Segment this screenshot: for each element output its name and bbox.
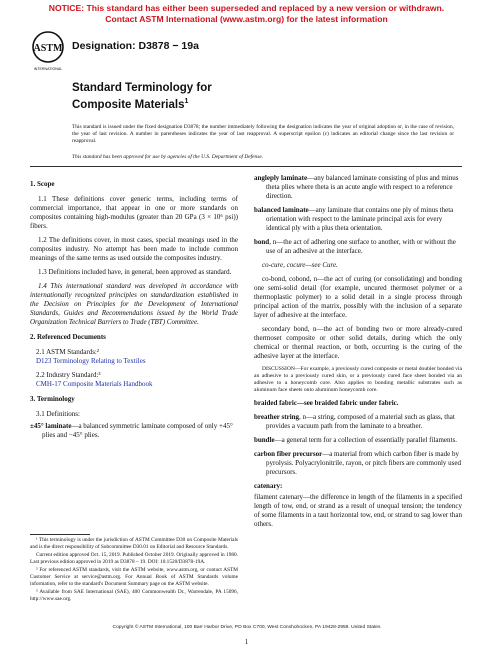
left-column (30, 174, 238, 445)
footnote-1a: ¹ This terminology is under the jurisdiction of ASTM Committee D30 on Composite Materials and is the direct responsibility of Subcommittee D30.01 on Editorial and Resource Standards. (30, 537, 238, 550)
paragraph-2-2: 2.2 Industry Standard:³ (36, 371, 101, 379)
right-column (254, 174, 462, 534)
header-divider (30, 166, 462, 167)
cmh17-link[interactable]: CMH-17 Composite Materials Handbook (36, 380, 153, 388)
paragraph-1-4: 1.4 This international standard was developed in accordance with internationally recognized principles on standardization established in the Decision on Principles for the Development of International Standards, Guides and Recommendations issued by the World Trade Organization Technical Barriers to Trade (TBT) Committee. (30, 282, 238, 326)
paragraph-1-2: 1.2 The definitions cover, in most cases, special meanings used in the composites industry. No attempt has been made to include common meanings of the same terms as used outside the composites industry. (30, 236, 238, 262)
footnote-3: ³ Available from SAE International (SAE), 400 Commonwealth Dr., Warrendale, PA 15096, http://www.sae.org. (30, 589, 238, 602)
page-number: 1 (244, 638, 249, 646)
discussion-note: DISCUSSION—For example, a previously cured composite or metal doubler bonded via an adhesive to a previously cured skin, or a previously cured face sheet bonded via an adhesive to a honeycomb core. Also applies to bonding metallic substrates such as aluminum face sheets onto aluminum honeycomb core. (254, 366, 462, 394)
scope-heading: 1. Scope (30, 180, 55, 188)
term-balanced-laminate: balanced laminate—any laminate that contains one ply of minus theta orientation with respect to the laminate principal axis for every identical ply with a plus theta orientation. (254, 206, 454, 232)
d123-link[interactable]: D123 Terminology Relating to Textiles (36, 357, 146, 365)
title-line-2: Composite Materials$^1$ (72, 98, 189, 111)
term-angleply-laminate: angleply laminate—any balanced laminate consisting of plus and minus theta plies where theta is an acute angle with respect to a reference direction. (254, 174, 459, 200)
svg-text:ASTM: ASTM (33, 43, 63, 54)
footnote-2: ² For referenced ASTM standards, visit the ASTM website, www.astm.org, or contact ASTM Customer Service at service@astm.org. For Annual Book of ASTM Standards volume information, refer to the standard's Document Summary page on the ASTM website. (30, 567, 238, 587)
withdrawal-notice (0, 3, 493, 24)
refs-heading: 2. Referenced Documents (30, 333, 106, 341)
footnote-divider (30, 534, 90, 535)
issuance-statement: This standard is issued under the fixed designation D3878; the number immediately following the designation indicates the year of original adoption or, in the case of revision, the year of last revision. A number in parentheses indicates the year of last reapproval. A superscript epsilon (ε) indicates an editorial change since the last revision or reapproval. (72, 124, 454, 145)
paragraph-1-3: 1.3 Definitions included have, in general, been approved as standard. (38, 268, 232, 276)
term-pm45-laminate: ±45° laminate—a balanced symmetric laminate composed of only +45° plies and −45° plies. (30, 422, 233, 439)
svg-text:INTERNATIONAL: INTERNATIONAL (33, 67, 63, 71)
term-filament-catenary: filament catenary—the difference in length of the filaments in a specified length of tow, end, or strand as a result of unequal tension; the tendency of some filaments in a taut horizontal tow, end, or strand to sag lower than others. (254, 493, 462, 529)
title-footnote-mark: 1 (184, 98, 189, 105)
notice-line-1: NOTICE: This standard has either been superseded and replaced by a new version or withdrawn. (48, 3, 445, 13)
term-catenary: catenary: (254, 482, 283, 491)
term-secondary-bond: secondary bond, n—the act of bonding two or more already-cured thermoset composite or other solid details, during which the only chemical or thermal reaction, or both, occurring is the curing of the adhesive layer at the interface. (254, 325, 462, 360)
term-co-cure: co-cure, cocure—see Cure. (262, 261, 338, 269)
term-bond: bond, n—the act of adhering one surface to another, with or without the use of an adhesive at the interface. (254, 238, 456, 255)
designation: Designation: D3878 − 19a (72, 40, 199, 52)
title-line-1: Standard Terminology for (72, 82, 212, 94)
notice-line-2: Contact ASTM International (www.astm.org) for the latest information (105, 13, 388, 24)
term-braided-fabric: braided fabric—see braided fabric under fabric. (254, 399, 399, 408)
term-breather-string: breather string, n—a string, composed of a material such as glass, that provides a vacuum path from the laminate to a breather. (254, 413, 455, 431)
astm-logo-icon (31, 30, 65, 72)
copyright-footer: Copyright © ASTM International, 100 Barr Harbor Drive, PO Box C700, West Conshohocken, PA 19428-2959. United States (112, 625, 381, 630)
document-title (72, 82, 212, 112)
paragraph-3-1: 3.1 Definitions: (36, 410, 80, 418)
term-co-bond: co-bond, cobond, n—the act of curing (or consolidating) and bonding one semi-solid detail (for example, uncured thermoset polymer or a thermoplastic polymer) to a solid detail in a single process through principal action of the matrix, possibly with the inclusion of a separate layer of adhesive at the interface. (254, 275, 462, 319)
footnotes (30, 537, 238, 604)
term-bundle: bundle—a general term for a collection of essentially parallel filaments. (254, 436, 457, 445)
term-carbon-fiber-precursor: carbon fiber precursor—a material from which carbon fiber is made by pyrolysis. Polyacrylonitrile, rayon, or pitch fibers are commonly used precursors. (254, 450, 461, 477)
paragraph-2-1: 2.1 ASTM Standards:² (36, 348, 99, 356)
dod-approval: This standard has been approved for use by agencies of the U.S. Department of Defense. (72, 154, 264, 160)
terminology-heading: 3. Terminology (30, 395, 75, 403)
paragraph-1-1: 1.1 These definitions cover generic terms, including terms of commercial importance, that appear in one or more standards on composites containing high-modulus (greater than 20 GPa (3 × 10⁶ psi)) fibers. (30, 195, 238, 230)
footnote-1b: Current edition approved Oct. 15, 2019. Published October 2019. Originally approved in 1980. Last previous edition approved in 2019 as D3878 – 19. DOI: 10.1520/D3878-19A. (30, 552, 238, 565)
